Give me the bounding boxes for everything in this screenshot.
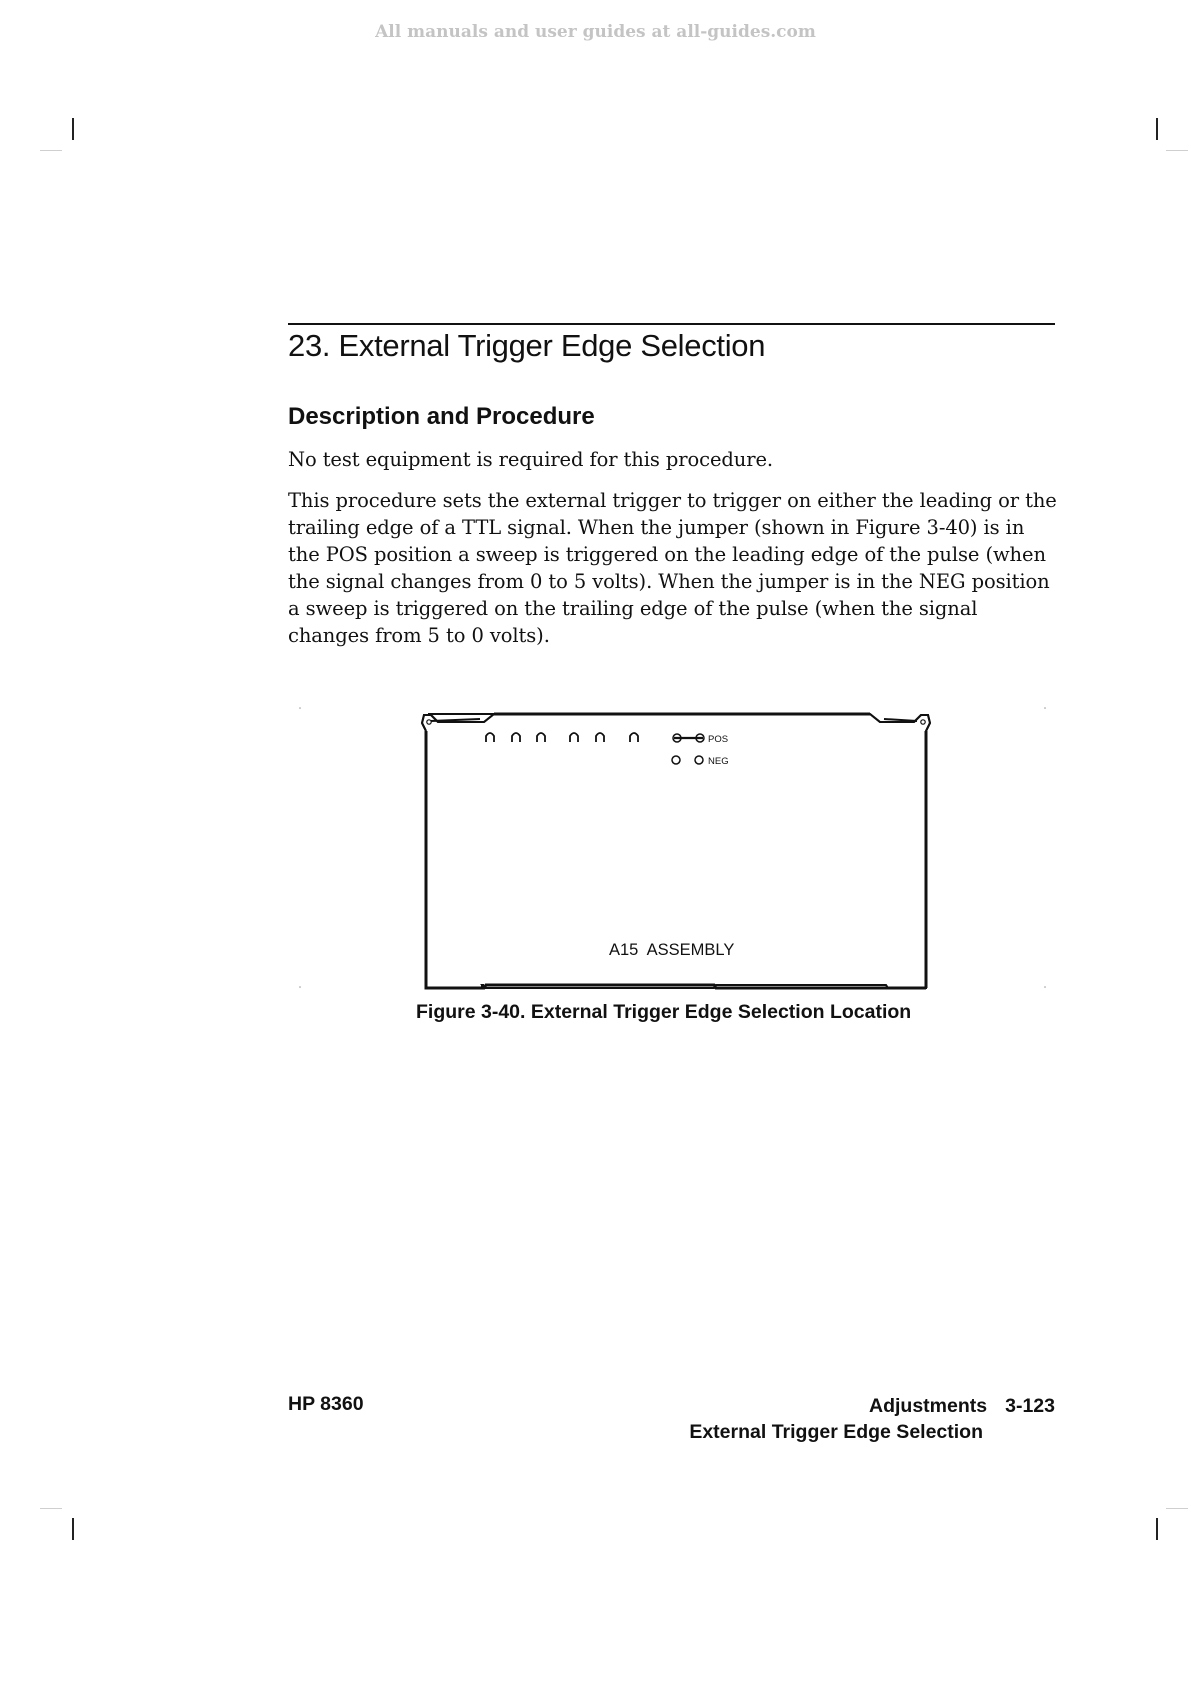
crop-mark-top-right-h [1166, 150, 1188, 151]
footer-model: HP 8360 [288, 1393, 364, 1415]
test-point-icon [596, 733, 604, 742]
figure-a15-assembly [290, 700, 1070, 1000]
a15-board-diagram [290, 700, 1070, 1000]
body-paragraph-2: This procedure sets the external trigger to trigger on either the leading or the trailing edge of a TTL signal. When the jumper (shown in Figure 3-40) is in the POS position a sweep is triggered on the leading edge of the pulse (when the signal changes from 0 to 5 volts). When the jumper is in the NEG position a sweep is triggered on the trailing edge of the pulse (when the signal changes from 5 to 0 volts). [288, 489, 1057, 647]
corner-dot [1044, 707, 1046, 709]
corner-dot [1044, 986, 1046, 988]
section-title: 23. External Trigger Edge Selection [288, 328, 766, 363]
watermark: All manuals and user guides at all-guides.com [375, 22, 816, 42]
figure-caption: Figure 3-40. External Trigger Edge Selection Location [416, 1001, 912, 1023]
section-subtitle: Description and Procedure [288, 403, 595, 430]
crop-mark-bottom-left [72, 1518, 74, 1540]
pos-label: POS [708, 734, 729, 745]
left-corner-tab [422, 714, 494, 731]
footer-chapter-row [689, 1393, 1055, 1419]
crop-mark-bottom-left-h [40, 1508, 62, 1509]
crop-mark-top-left [72, 118, 74, 140]
assembly-label: A15 ASSEMBLY [609, 941, 735, 959]
test-point-icon [486, 733, 494, 742]
board-outline-main [422, 714, 870, 731]
footer-page-number: 3-123 [1005, 1395, 1055, 1417]
mounting-hole-left [427, 720, 431, 724]
jumper-pin-neg-right [695, 756, 703, 764]
test-point-icon [630, 733, 638, 742]
test-point-icon [512, 733, 520, 742]
mounting-hole-right [921, 720, 925, 724]
test-point-icon [537, 733, 545, 742]
footer-chapter: Adjustments [869, 1395, 988, 1417]
crop-mark-bottom-right [1156, 1518, 1158, 1540]
footer-right [689, 1393, 1055, 1445]
test-point-icon [570, 733, 578, 742]
crop-mark-bottom-right-h [1166, 1508, 1188, 1509]
section-rule [288, 323, 1055, 325]
jumper-pin-neg-left [672, 756, 680, 764]
corner-dot [299, 707, 301, 709]
body-paragraph-1: No test equipment is required for this procedure. [288, 448, 773, 471]
crop-mark-top-right [1156, 118, 1158, 140]
crop-mark-top-left-h [40, 150, 62, 151]
footer-section: External Trigger Edge Selection [689, 1421, 983, 1443]
neg-label: NEG [708, 756, 729, 767]
test-point-symbols [486, 733, 638, 742]
corner-dot [299, 986, 301, 988]
